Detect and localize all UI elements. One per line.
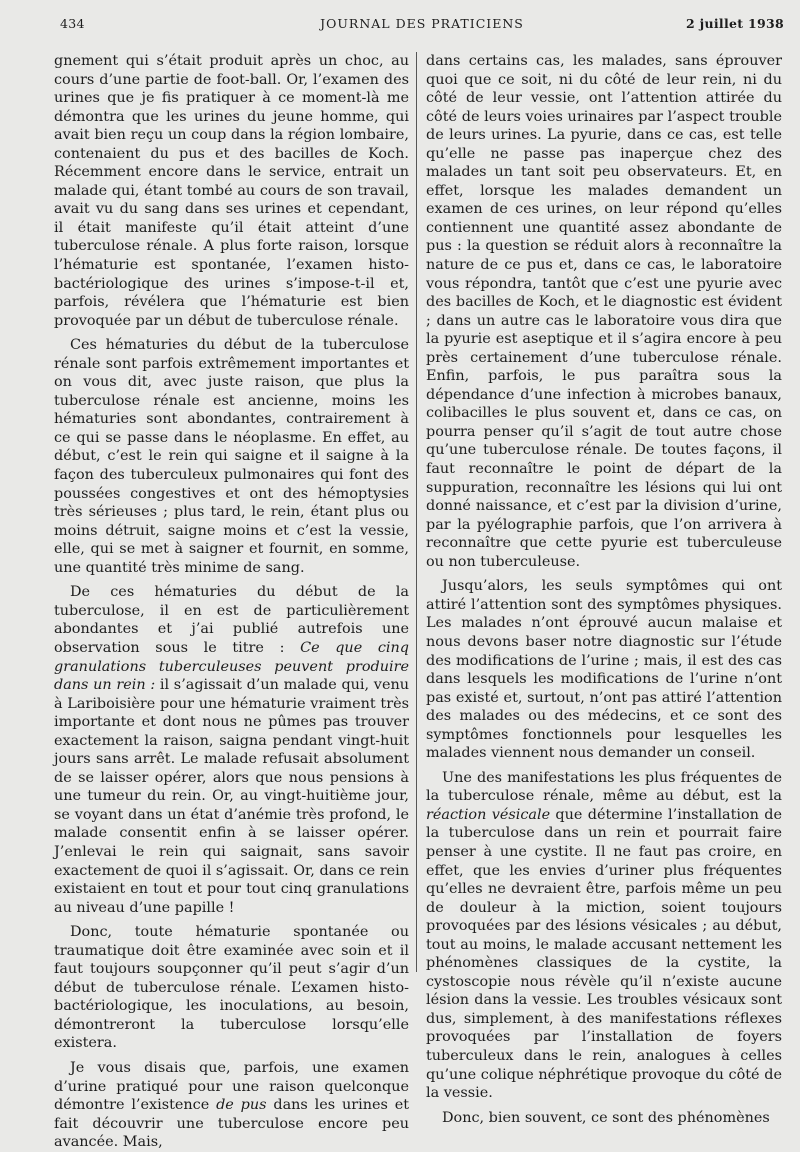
paragraph: Donc, bien souvent, ce sont des phénomènes [442, 1109, 770, 1126]
left-column [54, 52, 409, 1152]
issue-date: 2 juillet 1938 [686, 16, 784, 31]
paragraph: dans certains cas, les malades, sans éprouver quoi que ce soit, ni du côté de leur rein, ni du côté de leur vessie, ont l’attention attirée du côté de leurs voies urinaires par l’aspect trouble de leurs urines. La pyurie, dans ce cas, est telle qu’elle ne passe pas inaperçue chez des malades un tant soit peu observateurs. Et, en effet, lorsque les malades demandent un examen de ces urines, on leur répond qu’elles contiennent une quantité assez abondante de pus : la question se réduit alors à reconnaître la nature de ce pus et, dans ce cas, le laboratoire vous répondra, tantôt que c’est une pyurie avec des bacilles de Koch, et le diagnostic est évident ; dans un autre cas le laboratoire vous dira que la pyurie est aseptique et il s’agira encore à peu près certainement d’une tuberculose rénale. Enfin, parfois, le pus paraîtra sous la dépendance d’une infection à microbes banaux, colibacilles le plus souvent et, dans ce cas, on pourra penser qu’il s’agit de tout autre chose qu’une tuberculose rénale. De toutes façons, il faut reconnaître le point de départ de la suppuration, reconnaître les lésions qui lui ont donné naissance, et c’est par la division d’urine, par la pyélographie parfois, que l’on arrivera à reconnaître que cette pyurie est tuberculeuse ou non tuberculeuse. [426, 53, 782, 570]
paragraph: gnement qui s’était produit après un choc, au cours d’une partie de foot-ball. Or, l’examen des urines que je fis pratiquer à ce moment-là me démontra que les urines du jeune homme, qui avait bien reçu un coup dans la région lombaire, contenaient du pus et des bacilles de Koch. Récemment encore dans le service, entrait un malade qui, étant tombé au cours de son travail, avait vu du sang dans ses urines et cependant, il était manifeste qu’il était atteint d’une tuberculose rénale. A plus forte raison, lorsque l’hématurie est spontanée, l’examen histo-bactériologique des urines s’impose-t-il et, parfois, révélera que l’hématurie est bien provoquée par un début de tuberculose rénale. [54, 53, 409, 329]
paragraph: Jusqu’alors, les seuls symptômes qui ont attiré l’attention sont des symptômes physiques. Les malades n’ont éprouvé aucun malaise et nous devons baser notre diagnostic sur l’étude des modifications de l’urine ; mais, il est des cas dans lesquels les modifications de l’urine n’ont pas existé et, surtout, n’ont pas attiré l’attention des malades ou des médecins, et ce sont des symptômes fonctionnels pour lesquelles les malades viennent nous demander un conseil. [426, 578, 782, 762]
italic-term: de pus [216, 1097, 267, 1114]
journal-title: JOURNAL DES PRATICIENS [320, 16, 524, 31]
paragraph: Je vous disais que, parfois, une examen d’urine pratiqué pour une raison quelconque démontre l’existence de pus dans les urines et fait découvrir une tuberculose encore peu avancée. Mais, [54, 1059, 410, 1151]
paragraph: Ces hématuries du début de la tuberculose rénale sont parfois extrêmement importantes et on vous dit, avec juste raison, que plus la tuberculose rénale est ancienne, moins les hématuries sont abondantes, contrairement à ce qui se passe dans le néoplasme. En effet, au début, c’est le rein qui saigne et il saigne à la façon des tuberculeux pulmonaires qui font des poussées congestives et ont des hémoptysies très sérieuses ; plus tard, le rein, étant plus ou moins détruit, saigne moins et c’est la vessie, elle, qui se met à saigner et fournit, en somme, une quantité très minime de sang. [54, 337, 409, 576]
paragraph: De ces hématuries du début de la tuberculose, il en est de particulièrement abondantes et j’ai publié autrefois une observation sous le titre : Ce que cinq granulations tuberculeuses peuvent produire dans un rein : il s’agissait d’un malade qui, venu à Lariboisière pour une hématurie vraiment très importante et dont nous ne pûmes pas trouver exactement la raison, saigna pendant vingt-huit jours sans arrêt. Le malade refusait absolument de se laisser opérer, alors que nous pensions à une tumeur du rein. Or, au vingt-huitième jour, se voyant dans un état d’anémie très profond, le malade consentit enfin à se laisser opérer. J’enlevai le rein qui saignait, sans savoir exactement de quoi il s’agissait. Or, dans ce rein existaient en tout et pour tout cinq granulations au niveau d’une papille ! [54, 584, 409, 916]
right-column [426, 52, 782, 1127]
column-divider [416, 52, 417, 972]
paragraph: Une des manifestations les plus fréquentes de la tuberculose rénale, même au début, est la réaction vésicale que détermine l’installation de la tuberculose dans un rein et pourrait faire penser à une cystite. Il ne faut pas croire, en effet, que les envies d’uriner plus fréquentes qu’elles ne devraient être, parfois même un peu de douleur à la miction, soient toujours provoquées par des lésions vésicales ; au début, tout au moins, le malade accusant nettement les phénomènes classiques de la cystite, la cystoscopie nous révèle qu’il n’existe aucune lésion dans la vessie. Les troubles vésicaux sont dus, simplement, à des manifestations réflexes provoquées par l’installation de foyers tuberculeux dans le rein, analogues à celles qu’une colique néphrétique provoque du côté de la vessie. [426, 769, 783, 1102]
running-header [60, 16, 784, 38]
italic-title: Ce que cinq granulations tuberculeuses peuvent produire dans un rein : [54, 639, 409, 694]
italic-term: réaction vésicale [426, 806, 551, 823]
paragraph: Donc, toute hématurie spontanée ou traumatique doit être examinée avec soin et il faut toujours soupçonner qu’il peut s’agir d’un début de tuberculose rénale. L’examen histo-bactériologique, les inoculations, au besoin, démontreront la tuberculose lorsqu’elle existera. [54, 924, 409, 1052]
page-number: 434 [60, 16, 85, 31]
